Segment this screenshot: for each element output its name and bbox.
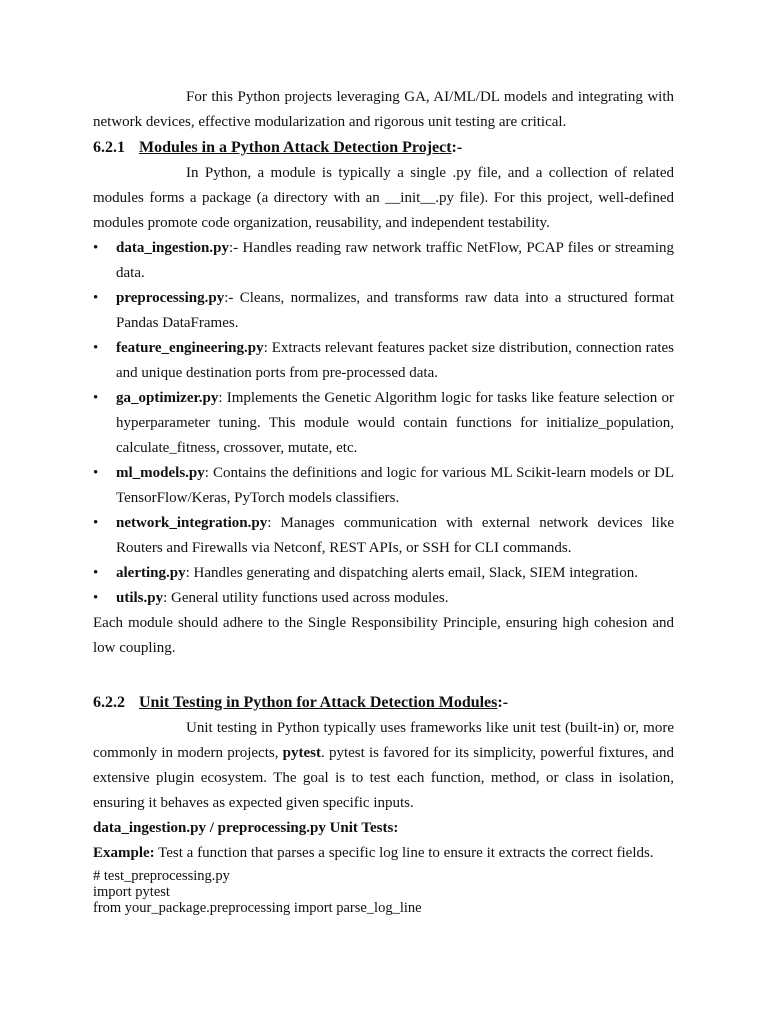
- document-page: [93, 85, 674, 916]
- list-item: [93, 586, 674, 611]
- list-item: [93, 511, 674, 561]
- module-separator: :: [163, 590, 168, 606]
- module-description: Handles generating and dispatching alerts email, Slack, SIEM integration.: [189, 565, 638, 581]
- code-block: [93, 868, 674, 916]
- section-spacer: [93, 661, 674, 690]
- module-description: Handles reading raw network traffic NetFlow, PCAP files or streaming data.: [116, 240, 674, 281]
- pytest-term: pytest: [282, 745, 321, 761]
- section-title: Modules in a Python Attack Detection Project: [139, 139, 452, 156]
- module-description: Manages communication with external network devices like Routers and Firewalls via Netconf, REST APIs, or SSH for CLI commands.: [116, 515, 674, 556]
- bullet-icon: •: [93, 590, 99, 606]
- closing-paragraph: Each module should adhere to the Single Responsibility Principle, ensuring high cohesion and low coupling.: [93, 615, 674, 656]
- section-title-suffix: :-: [451, 139, 463, 156]
- module-description: Cleans, normalizes, and transforms raw data into a structured format Pandas DataFrames.: [116, 290, 674, 331]
- section-number: 6.2.2: [93, 694, 125, 711]
- module-description: Extracts relevant features packet size distribution, connection rates and unique destination ports from pre-processed data.: [116, 340, 674, 381]
- list-item: [93, 336, 674, 386]
- list-item: [93, 236, 674, 286]
- module-separator: :: [218, 390, 223, 406]
- module-list: [93, 236, 674, 611]
- module-separator: :: [267, 515, 272, 531]
- module-description: General utility functions used across modules.: [167, 590, 449, 606]
- modules-paragraph: In Python, a module is typically a single .py file, and a collection of related modules forms a package (a directory with an __init__.py file). For this project, well-defined modules promote code organization, reusability, and independent testability.: [93, 165, 674, 231]
- unit-testing-paragraph: [93, 716, 674, 816]
- list-item: [93, 461, 674, 511]
- module-name: data_ingestion.py: [116, 240, 229, 256]
- bullet-icon: •: [93, 340, 99, 356]
- module-name: ga_optimizer.py: [116, 390, 219, 406]
- module-separator: :-: [228, 240, 239, 256]
- section-heading-6-2-1: [93, 135, 674, 161]
- list-item: [93, 561, 674, 586]
- section-title-suffix: :-: [497, 694, 509, 711]
- unit-testing-text-a: Unit testing in Python typically uses frameworks like unit test (built-in) or, more commonly in modern projects,: [93, 720, 674, 761]
- list-item: [93, 386, 674, 461]
- code-line: import pytest: [93, 884, 170, 900]
- section-heading-6-2-2: [93, 690, 674, 716]
- module-separator: :: [263, 340, 268, 356]
- bullet-icon: •: [93, 240, 99, 256]
- module-separator: :-: [224, 290, 234, 306]
- list-item: [93, 286, 674, 336]
- tests-subheading: data_ingestion.py / preprocessing.py Unit Tests:: [93, 820, 399, 836]
- module-name: alerting.py: [116, 565, 186, 581]
- module-description: Implements the Genetic Algorithm logic for tasks like feature selection or hyperparameter tuning. This module would contain functions for initialize_population, calculate_fitness, crossover, mutate, etc.: [116, 390, 674, 456]
- module-name: network_integration.py: [116, 515, 268, 531]
- example-line: [93, 841, 674, 866]
- example-text: Test a function that parses a specific log line to ensure it extracts the correct fields.: [154, 845, 654, 861]
- bullet-icon: •: [93, 390, 99, 406]
- example-label: Example:: [93, 845, 155, 861]
- module-name: utils.py: [116, 590, 164, 606]
- module-description: Contains the definitions and logic for various ML Scikit-learn models or DL TensorFlow/Keras, PyTorch models classifiers.: [116, 465, 674, 506]
- bullet-icon: •: [93, 565, 99, 581]
- module-name: feature_engineering.py: [116, 340, 264, 356]
- module-name: ml_models.py: [116, 465, 205, 481]
- code-line: from your_package.preprocessing import parse_log_line: [93, 900, 422, 916]
- module-separator: :: [204, 465, 209, 481]
- section-number: 6.2.1: [93, 139, 125, 156]
- module-name: preprocessing.py: [116, 290, 225, 306]
- bullet-icon: •: [93, 290, 99, 306]
- bullet-icon: •: [93, 515, 99, 531]
- code-line: # test_preprocessing.py: [93, 868, 230, 884]
- bullet-icon: •: [93, 465, 99, 481]
- intro-paragraph: For this Python projects leveraging GA, AI/ML/DL models and integrating with network devices, effective modularization and rigorous unit testing are critical.: [93, 89, 674, 130]
- module-separator: :: [185, 565, 190, 581]
- unit-testing-text-b: . pytest is favored for its simplicity, powerful fixtures, and extensive plugin ecosystem. The goal is to test each function, method, or class in isolation, ensuring it behaves as expected given specific inputs.: [93, 745, 674, 811]
- section-title: Unit Testing in Python for Attack Detection Modules: [139, 694, 498, 711]
